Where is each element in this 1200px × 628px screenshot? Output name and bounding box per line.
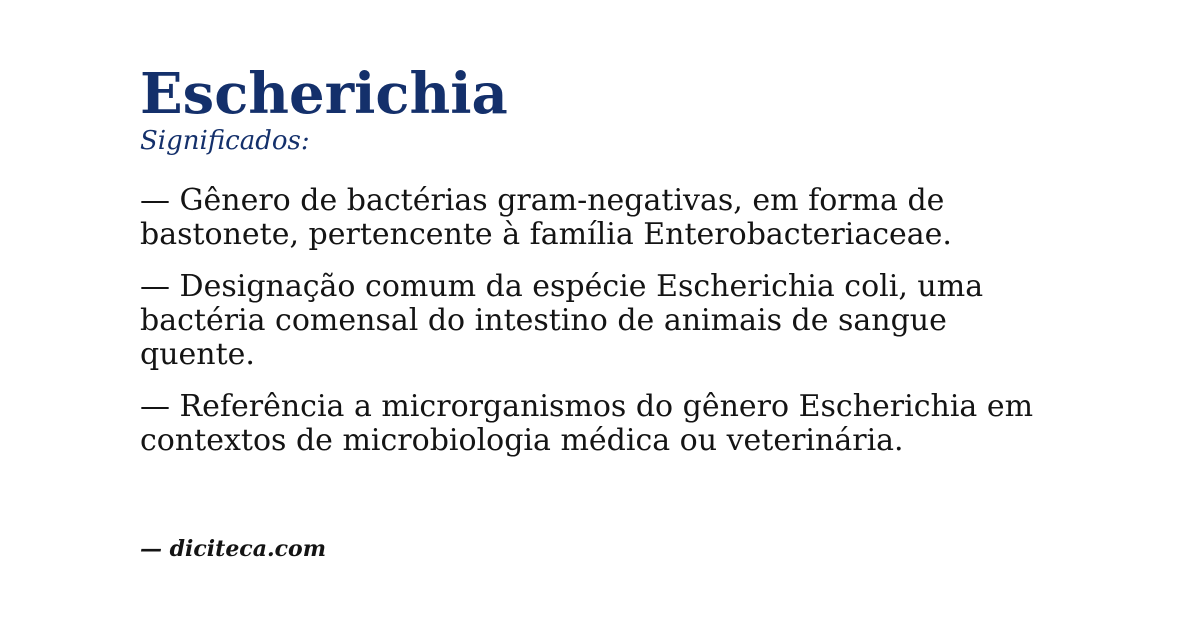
definitions-list [140,184,1060,458]
word-title: Escherichia [140,61,508,127]
source-attribution: — diciteca.com [140,536,326,562]
definition-item: — Designação comum da espécie Escherichia coli, uma bactéria comensal do intestino de animais de sangue quente. [140,269,984,372]
definition-item: — Gênero de bactérias gram-negativas, em forma de bastonete, pertencente à família Enterobacteriaceae. [140,183,952,252]
definition-card [140,60,1060,476]
definition-item: — Referência a microrganismos do gênero Escherichia em contextos de microbiologia médica ou veterinária. [140,389,1034,458]
meanings-subtitle: Significados: [140,126,310,156]
